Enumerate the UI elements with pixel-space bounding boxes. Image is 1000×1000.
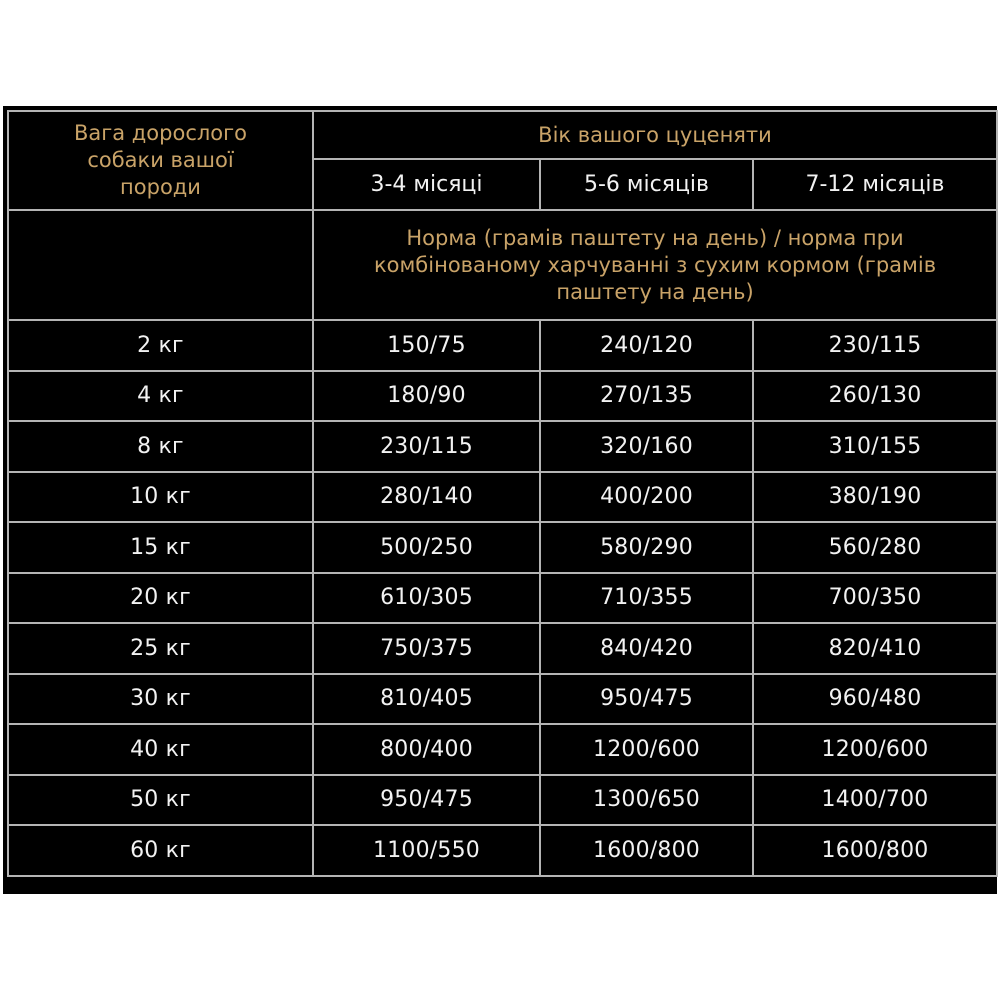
- value-cell-3-4: 950/475: [313, 775, 540, 826]
- value-cell-3-4: 230/115: [313, 421, 540, 472]
- value-cell-7-12: 230/115: [753, 320, 997, 371]
- table-row: [8, 371, 997, 422]
- value-cell-5-6: 1200/600: [540, 724, 753, 775]
- value-cell-7-12: 380/190: [753, 472, 997, 523]
- weight-cell: 40 кг: [8, 724, 313, 775]
- value-cell-5-6: 710/355: [540, 573, 753, 624]
- weight-cell: 30 кг: [8, 674, 313, 725]
- value-cell-7-12: 560/280: [753, 522, 997, 573]
- value-cell-7-12: 310/155: [753, 421, 997, 472]
- weight-header: [8, 111, 313, 210]
- age-column-7-12: 7-12 місяців: [753, 159, 997, 210]
- value-cell-7-12: 1400/700: [753, 775, 997, 826]
- table-row: [8, 775, 997, 826]
- age-column-3-4: 3-4 місяці: [313, 159, 540, 210]
- table-row: [8, 573, 997, 624]
- weight-cell: 50 кг: [8, 775, 313, 826]
- value-cell-3-4: 750/375: [313, 623, 540, 674]
- table-row: [8, 825, 997, 876]
- weight-cell: 15 кг: [8, 522, 313, 573]
- table-row: [8, 320, 997, 371]
- table-row: [8, 421, 997, 472]
- feeding-table-frame: [3, 106, 997, 894]
- value-cell-5-6: 1300/650: [540, 775, 753, 826]
- norm-header-text: Норма (грамів паштету на день) / норма при комбінованому харчуванні з сухим кормом (грамів паштету на день): [373, 225, 937, 304]
- weight-cell: 4 кг: [8, 371, 313, 422]
- weight-cell: 20 кг: [8, 573, 313, 624]
- value-cell-7-12: 820/410: [753, 623, 997, 674]
- value-cell-7-12: 960/480: [753, 674, 997, 725]
- value-cell-7-12: 1200/600: [753, 724, 997, 775]
- value-cell-3-4: 810/405: [313, 674, 540, 725]
- value-cell-3-4: 610/305: [313, 573, 540, 624]
- table-row: [8, 522, 997, 573]
- table-row: [8, 674, 997, 725]
- value-cell-7-12: 700/350: [753, 573, 997, 624]
- value-cell-3-4: 280/140: [313, 472, 540, 523]
- age-column-5-6: 5-6 місяців: [540, 159, 753, 210]
- value-cell-5-6: 950/475: [540, 674, 753, 725]
- value-cell-5-6: 580/290: [540, 522, 753, 573]
- table-row: [8, 623, 997, 674]
- value-cell-3-4: 180/90: [313, 371, 540, 422]
- value-cell-3-4: 1100/550: [313, 825, 540, 876]
- value-cell-3-4: 500/250: [313, 522, 540, 573]
- weight-cell: 2 кг: [8, 320, 313, 371]
- value-cell-3-4: 150/75: [313, 320, 540, 371]
- norm-blank-cell: [8, 210, 313, 320]
- weight-cell: 60 кг: [8, 825, 313, 876]
- weight-cell: 25 кг: [8, 623, 313, 674]
- value-cell-5-6: 840/420: [540, 623, 753, 674]
- value-cell-5-6: 1600/800: [540, 825, 753, 876]
- table-row: [8, 724, 997, 775]
- weight-cell: 10 кг: [8, 472, 313, 523]
- weight-cell: 8 кг: [8, 421, 313, 472]
- value-cell-5-6: 240/120: [540, 320, 753, 371]
- feeding-table: [7, 110, 998, 877]
- weight-header-text: Вага дорослого собаки вашої породи: [73, 121, 248, 199]
- age-header: [313, 111, 997, 159]
- age-header-text: Вік вашого цуценяти: [538, 122, 772, 147]
- value-cell-7-12: 1600/800: [753, 825, 997, 876]
- header-row-norm: [8, 210, 997, 320]
- value-cell-5-6: 270/135: [540, 371, 753, 422]
- header-row-age: [8, 111, 997, 159]
- norm-header: [313, 210, 997, 320]
- value-cell-7-12: 260/130: [753, 371, 997, 422]
- table-row: [8, 472, 997, 523]
- value-cell-5-6: 320/160: [540, 421, 753, 472]
- value-cell-3-4: 800/400: [313, 724, 540, 775]
- value-cell-5-6: 400/200: [540, 472, 753, 523]
